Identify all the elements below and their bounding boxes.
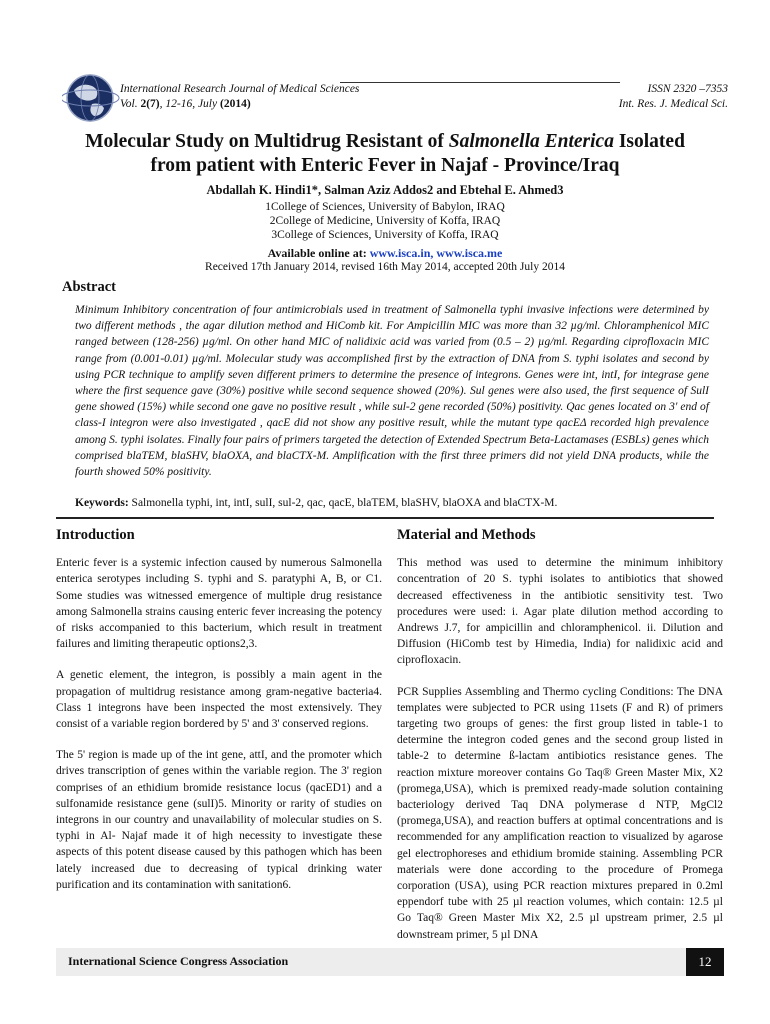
intro-paragraph: The 5' region is made up of the int gene, attI, and the promoter which drives transcription of genes within the variable region. The 3' region comprises of an ethidium bromide resistance locus (qacED1) and a sulfonamide resistance gene (sulI)5. Minority or rarity of studies on integrons in our country and unavailability of molecular studies on S. typhi in Al- Najaf made it of high necessity to investigate these aspects of this potent disease caused by this pathogen which has been lately increased due to decreasing of typical drinking water purification and its contamination with sanitation6. — [56, 749, 382, 891]
intro-paragraph: Enteric fever is a systemic infection caused by numerous Salmonella enterica serotypes including S. typhi and S. paratyphi A, B, or C1. Some studies was witnessed emergence of multiple drug resistance among Salmonella strains causing enteric fever increasing the potency of risks accompanied to this bacterium, which result in treatment failures and limiting therapeutic options2,3. — [56, 557, 382, 651]
affiliations — [40, 200, 730, 242]
page-number: 12 — [686, 948, 724, 976]
paper-title — [40, 130, 730, 178]
section-divider — [56, 517, 714, 519]
year: (2014) — [219, 98, 251, 110]
introduction-heading: Introduction — [56, 527, 135, 543]
keywords — [75, 497, 715, 509]
volume-info — [120, 97, 251, 111]
keywords-label: Keywords: — [75, 497, 129, 509]
abstract-heading: Abstract — [62, 279, 116, 295]
issn: ISSN 2320 –7353 — [647, 83, 728, 95]
online-label: Available online at: — [267, 246, 370, 260]
title-italic: Salmonella Enterica — [448, 131, 614, 152]
keywords-text: Salmonella typhi, int, intI, sulI, sul-2, qac, qacE, blaTEM, blaSHV, blaOXA and blaCTX-M. — [131, 497, 558, 509]
globe-logo-icon — [62, 72, 122, 128]
journal-name: International Research Journal of Medical Sciences — [120, 83, 360, 95]
header-rule — [340, 82, 620, 83]
affiliation: 1College of Sciences, University of Babylon, IRAQ — [265, 201, 505, 213]
authors: Abdallah K. Hindi1*, Salman Aziz Addos2 and Ebtehal E. Ahmed3 — [206, 183, 564, 197]
affiliation: 2College of Medicine, University of Koffa, IRAQ — [269, 215, 501, 227]
pages: , 12-16, July — [159, 98, 220, 110]
title-line-2: from patient with Enteric Fever in Najaf - Province/Iraq — [150, 155, 620, 176]
methods-column — [397, 527, 723, 958]
methods-paragraph: PCR Supplies Assembling and Thermo cycling Conditions: The DNA templates were subjected to PCR using 11sets (F and R) of primers targeting two groups of genes: the first group listed in table-1 to determine the integron coded genes and the second group listed in table-2 to determine ß-lactam antibiotics resistance genes. The reaction mixture moreover contains Go Taq® Green Master Mix, X2 (promega,USA), which is premixed ready-made solution containing bacteriology derived Taq DNA polymerase d NTP, MgCl2 (promega,USA), and reaction buffers at optimal concentrations and is recommended for any amplification reaction to visualized by agarose gel electrophoreses and ethidium bromide staining. Assembling PCR materials were done according to the procedure of Promega corporation (USA), using PCR reaction mixtures prepared in 0.2ml eppendorf tube with 25 µl reaction volumes, which contain: 12.5 µl Go Taq® Green Master Mix X2, 2.5 µl upstream primer, 2.5 µl downstream primer, 5 µl DNA — [397, 685, 723, 941]
footer-association: International Science Congress Association — [68, 954, 289, 968]
journal-header — [62, 72, 728, 120]
abstract-text: Minimum Inhibitory concentration of four antimicrobials used in treatment of Salmonella typhi invasive infections were determined by two different methods , the agar dilution method and HiComb kit. For Ampicillin MIC was more than 32 µg/ml. Chloramphenicol MIC ranged between (128-256) µg/ml. On other hand MIC of nalidixic acid was varied from (0.5 – 2) µg/ml. Regarding ciprofloxacin MIC range from (0.001-0.01) µg/ml. Molecular study was accomplished first by the extraction of DNA from S. typhi isolates and second by using PCR technique to amplify seven different primers to determine the presence of integrons. Genes were int, intI, for integrase gene where the first sequence gave (30%) positive while second sequence showed (20%). Sul genes were also used, the first sequence of SulI gene showed (15%) while second one gave no positive result , while sul-2 gene recorded (50%) positivity. Qac genes located on 3' end of class-I integron were also investigated , qacE did not show any positive result, while the mutant type qacEΔ recorded high prevalence among S. typhi isolates. Finally four pairs of primers targeted the detection of Extended Spectrum Beta-Lactamases (ESBLs) genes which comprised blaTEM, blaSHV, blaOXA, and blaCTX-M. Amplification with the first three primers did not yield DNA products, while the fourth showed 50% positivity. — [75, 304, 709, 479]
intro-paragraph: A genetic element, the integron, is possibly a main agent in the propagation of multidrug resistance among gram-negative bacteria4. Class 1 integrons have been inspected the most extensively. They consist of a variable region bordered by 5' and 3' conserved regions. — [56, 669, 382, 731]
online-links[interactable]: www.isca.in, www.isca.me — [369, 246, 503, 260]
methods-heading: Material and Methods — [397, 527, 536, 543]
affiliation: 3College of Sciences, University of Koffa, IRAQ — [271, 229, 499, 241]
volume: 2(7) — [140, 98, 160, 110]
volume-prefix: Vol. — [120, 98, 141, 110]
received-dates: Received 17th January 2014, revised 16th May 2014, accepted 20th July 2014 — [205, 261, 565, 273]
title-part-2: Isolated — [613, 131, 685, 152]
available-online — [40, 246, 730, 261]
journal-short-name: Int. Res. J. Medical Sci. — [618, 98, 728, 110]
introduction-column — [56, 527, 382, 908]
methods-paragraph: This method was used to determine the minimum inhibitory concentration of 20 S. typhi isolates to antibiotics that showed decreased effectiveness in the antibiotic sensitivity test. Two procedures were used: i. Agar plate dilution method according to Andrews J.7, for ampicillin and chloramphenicol. ii. Dilution and Diffusion (HiComb test by Himedia, India) for nalidixic acid and ciprofloxacin. — [397, 557, 723, 667]
title-part-1: Molecular Study on Multidrug Resistant of — [85, 131, 449, 152]
page-footer — [56, 948, 724, 976]
